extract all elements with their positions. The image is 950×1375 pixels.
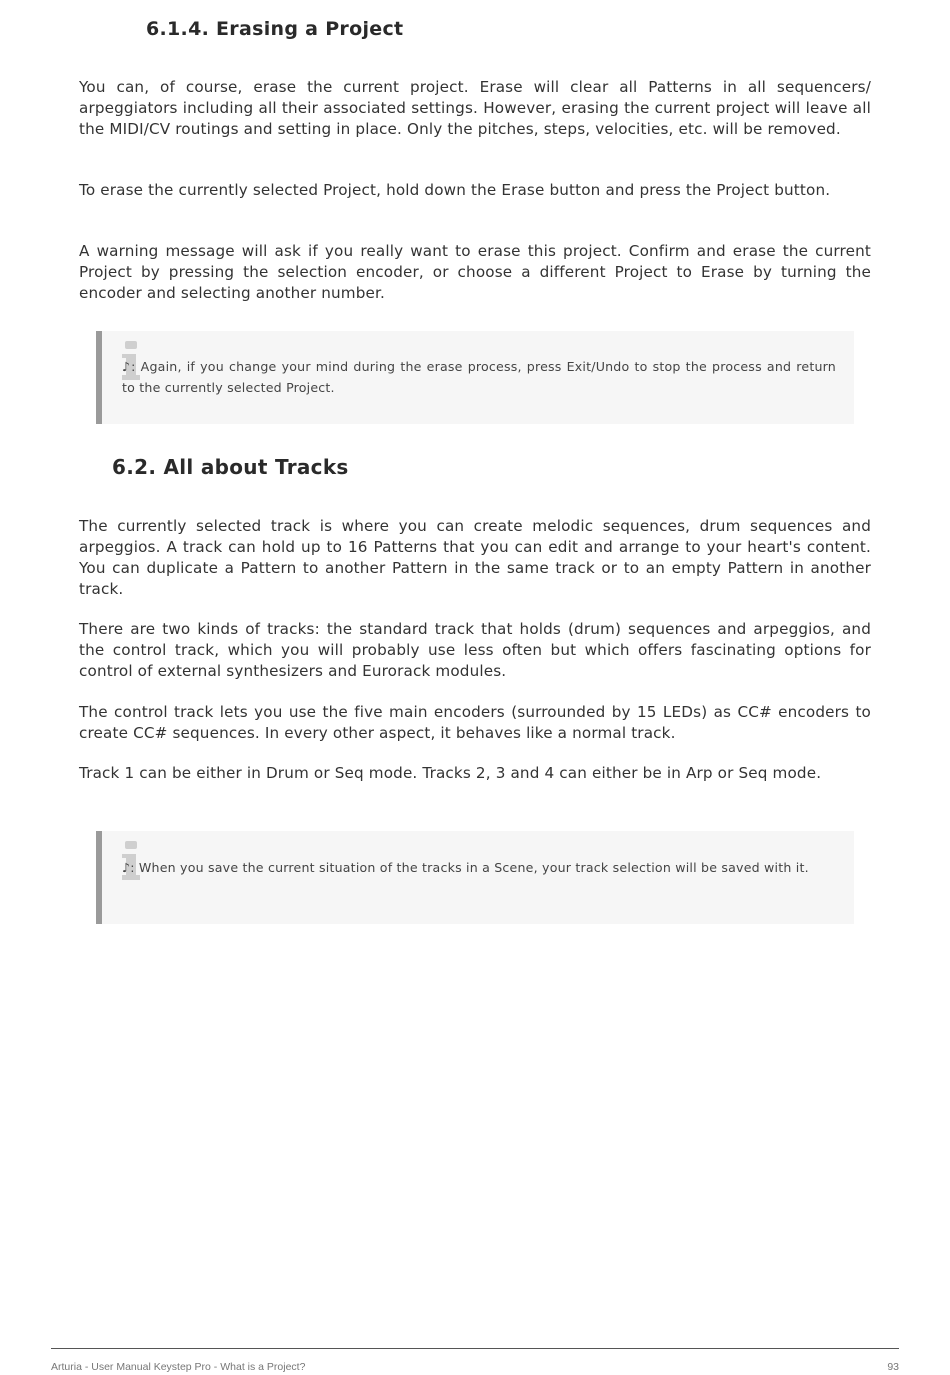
paragraph-tracks-intro: The currently selected track is where you can create melodic sequences, drum sequences and arpeggios. A track can hold up to 16 Patterns that you can edit and arrange to your heart's content. You can duplicate a Pattern to another Pattern in the same track or to an empty Pattern in another track.: [79, 517, 871, 598]
paragraph-control-track: The control track lets you use the five main encoders (surrounded by 15 LEDs) as CC# encoders to create CC# sequences. In every other aspect, it behaves like a normal track.: [79, 703, 871, 742]
paragraph-erase-how: To erase the currently selected Project, hold down the Erase button and press the Project button.: [79, 181, 831, 199]
heading-all-about-tracks: 6.2. All about Tracks: [112, 455, 349, 479]
note-box-erase: [96, 331, 854, 424]
footer-title: Arturia - User Manual Keystep Pro - What is a Project?: [51, 1361, 306, 1373]
heading-erasing-a-project: 6.1.4. Erasing a Project: [146, 18, 404, 40]
page-number: 93: [887, 1361, 899, 1373]
paragraph-erase-warning: A warning message will ask if you really want to erase this project. Confirm and erase the current Project by pressing the selection encoder, or choose a different Project to Erase by turning the encoder and selecting another number.: [79, 242, 871, 302]
note-text-erase: ♪: Again, if you change your mind during the erase process, press Exit/Undo to stop the process and return to the currently selected Project.: [122, 359, 836, 395]
note-box-tracks: [96, 831, 854, 924]
paragraph-track-modes: Track 1 can be either in Drum or Seq mode. Tracks 2, 3 and 4 can either be in Arp or Seq mode.: [79, 764, 822, 782]
note-text-tracks: ♪: When you save the current situation of the tracks in a Scene, your track selection will be saved with it.: [122, 860, 809, 875]
paragraph-track-kinds: There are two kinds of tracks: the standard track that holds (drum) sequences and arpeggios, and the control track, which you will probably use less often but which offers fascinating options for control of external synthesizers and Eurorack modules.: [79, 620, 871, 680]
footer-divider: [51, 1348, 899, 1349]
paragraph-erase-intro: You can, of course, erase the current project. Erase will clear all Patterns in all sequencers/ arpeggiators including all their associated settings. However, erasing the current project will leave all the MIDI/CV routings and setting in place. Only the pitches, steps, velocities, etc. will be removed.: [79, 78, 871, 138]
